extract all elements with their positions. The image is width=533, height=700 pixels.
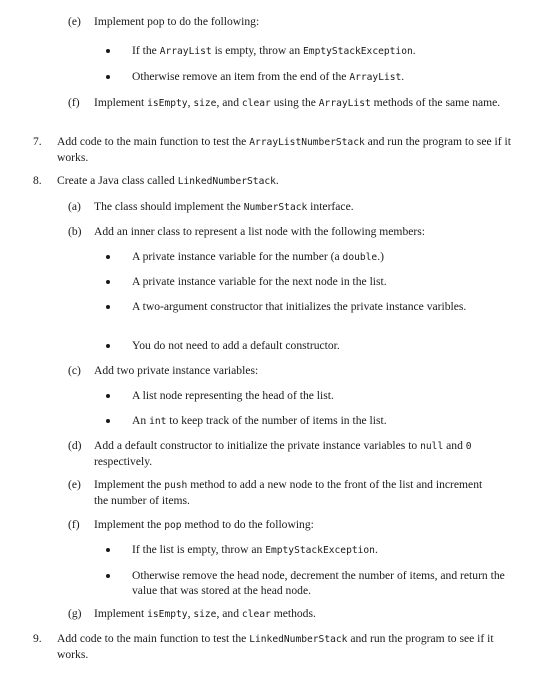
text-span: . — [401, 70, 405, 83]
bullet-icon — [106, 305, 110, 309]
list-item-text — [94, 439, 524, 469]
text-span: and run the program to see if it works. — [57, 135, 511, 164]
list-item-text — [94, 200, 514, 216]
list-item-text — [94, 607, 514, 623]
list-marker: 8. — [33, 174, 42, 187]
list-item-text — [94, 96, 518, 112]
text-span: Implement — [94, 607, 148, 620]
list-item-text — [94, 225, 514, 240]
bullet-item-text — [132, 70, 512, 86]
list-marker: (e) — [68, 478, 81, 491]
bullet-item-text — [132, 414, 512, 430]
bullet-item-text — [132, 339, 512, 354]
code-span: NumberStack — [243, 202, 308, 213]
code-span: double — [342, 252, 378, 263]
text-span: using the — [270, 96, 319, 109]
code-span: isEmpty — [147, 609, 188, 620]
code-span: pop — [164, 520, 182, 531]
text-span: If the — [132, 44, 160, 57]
bullet-item-text — [132, 389, 512, 404]
list-marker: (c) — [68, 364, 81, 377]
list-item-text — [57, 174, 519, 190]
code-span: ArrayListNumberStack — [249, 137, 365, 148]
text-span: interface. — [307, 200, 354, 213]
text-span: and run the program to see if it works. — [57, 632, 494, 661]
text-span: If the list is empty, throw an — [132, 543, 266, 556]
code-span: size — [193, 609, 217, 620]
text-span: . — [374, 543, 378, 556]
text-span: Create a Java class called — [57, 174, 178, 187]
bullet-item-text — [132, 250, 512, 266]
code-span: clear — [241, 98, 271, 109]
bullet-item-text — [132, 543, 512, 559]
code-span: ArrayList — [159, 46, 212, 57]
list-item-text — [94, 478, 492, 508]
text-span: Implement the — [94, 518, 165, 531]
list-item-text — [94, 364, 514, 379]
bullet-item-text — [132, 275, 512, 290]
code-span: LinkedNumberStack — [249, 634, 348, 645]
list-item-text — [94, 15, 514, 30]
code-span: int — [149, 416, 167, 427]
list-marker: (b) — [68, 225, 82, 238]
list-marker: 7. — [33, 135, 42, 148]
bullet-icon — [106, 75, 110, 79]
list-item-text — [57, 632, 519, 662]
text-span: Implement pop to do the following: — [94, 15, 260, 28]
text-span: Add code to the main function to test the — [57, 632, 250, 645]
code-span: 0 — [465, 441, 472, 452]
text-span: , and — [216, 96, 242, 109]
text-span: An — [132, 414, 150, 427]
list-marker: (d) — [68, 439, 82, 452]
bullet-icon — [106, 548, 110, 552]
list-marker: 9. — [33, 632, 42, 645]
text-span: .) — [377, 250, 384, 263]
code-span: LinkedNumberStack — [177, 176, 276, 187]
text-span: A private instance variable for the next node in the list. — [132, 275, 387, 288]
list-item-text — [57, 135, 519, 165]
text-span: A list node representing the head of the list. — [132, 389, 334, 402]
text-span: Otherwise remove the head node, decrement the number of items, and return the value that was stored at the head node. — [132, 569, 505, 597]
text-span: , — [187, 96, 194, 109]
code-span: size — [193, 98, 217, 109]
code-span: null — [420, 441, 444, 452]
text-span: Otherwise remove an item from the end of the — [132, 70, 350, 83]
bullet-icon — [106, 255, 110, 259]
bullet-item-text — [132, 44, 512, 60]
bullet-item-text — [132, 300, 478, 315]
text-span: A private instance variable for the number (a — [132, 250, 343, 263]
bullet-icon — [106, 419, 110, 423]
text-span: method to do the following: — [181, 518, 314, 531]
list-marker: (f) — [68, 518, 80, 531]
code-span: isEmpty — [147, 98, 188, 109]
list-item-text — [94, 518, 514, 534]
list-marker: (e) — [68, 15, 81, 28]
text-span: Implement the — [94, 478, 165, 491]
bullet-item-text — [132, 569, 512, 598]
code-span: ArrayList — [349, 72, 402, 83]
bullet-icon — [106, 394, 110, 398]
text-span: methods. — [270, 607, 316, 620]
text-span: Add code to the main function to test the — [57, 135, 250, 148]
list-marker: (a) — [68, 200, 81, 213]
text-span: A two-argument constructor that initializes the private instance varibles. — [132, 300, 467, 313]
text-span: . — [275, 174, 279, 187]
code-span: EmptyStackException — [303, 46, 413, 57]
text-span: Implement — [94, 96, 148, 109]
text-span: , — [187, 607, 194, 620]
list-marker: (f) — [68, 96, 80, 109]
text-span: respectively. — [94, 454, 153, 468]
code-span: ArrayList — [318, 98, 371, 109]
text-span: to keep track of the number of items in the list. — [166, 414, 387, 427]
bullet-icon — [106, 280, 110, 284]
code-span: push — [164, 480, 188, 491]
text-span: You do not need to add a default constructor. — [132, 339, 340, 352]
text-span: The class should implement the — [94, 200, 244, 213]
text-span: Add two private instance variables: — [94, 364, 259, 377]
bullet-icon — [106, 344, 110, 348]
bullet-icon — [106, 49, 110, 53]
text-span: Add an inner class to represent a list node with the following members: — [94, 225, 425, 238]
text-span: Add a default constructor to initialize the private instance variables to — [94, 439, 421, 452]
text-span: methods of the same name. — [370, 96, 501, 109]
text-span: method to add a new node to the front of the list and increment the number of items. — [94, 478, 483, 507]
text-span: is empty, throw an — [211, 44, 304, 57]
code-span: clear — [241, 609, 271, 620]
bullet-icon — [106, 574, 110, 578]
text-span: , and — [216, 607, 242, 620]
text-span: . — [412, 44, 416, 57]
code-span: EmptyStackException — [265, 545, 375, 556]
list-marker: (g) — [68, 607, 82, 620]
text-span: and — [443, 439, 466, 452]
